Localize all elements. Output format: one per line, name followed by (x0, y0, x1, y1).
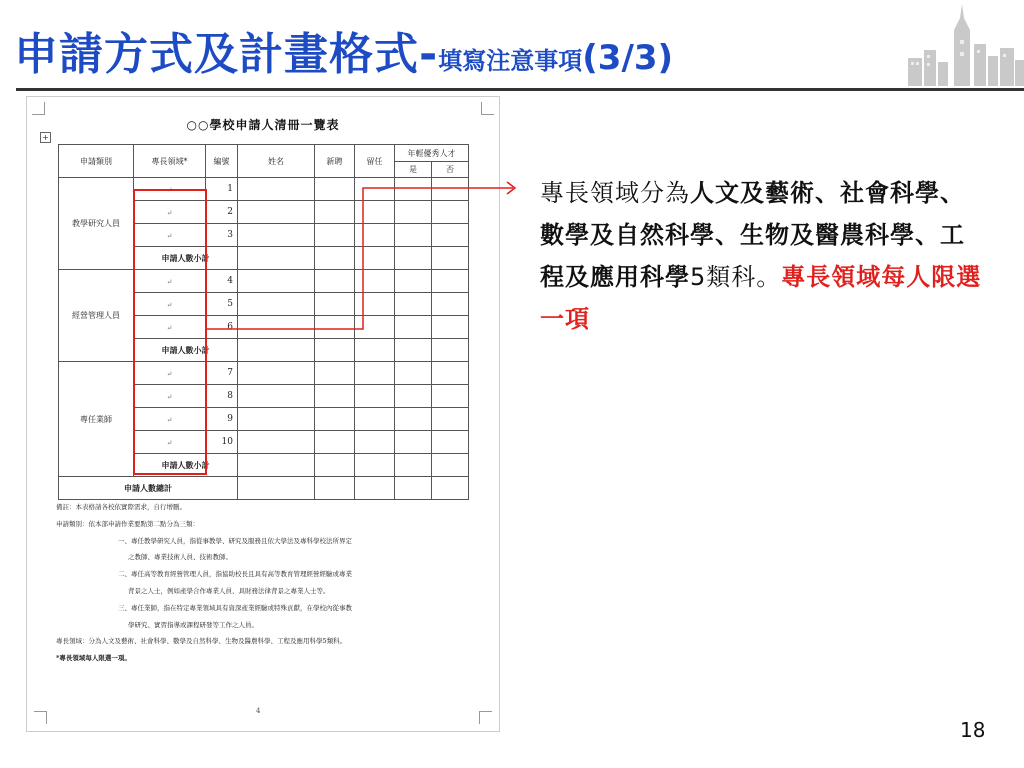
row-number: 4 (206, 270, 238, 293)
explanation-suffix: 類科。 (706, 263, 782, 291)
table-header-row (59, 145, 469, 162)
row-number: 8 (206, 385, 238, 408)
header-category: 申請類別 (59, 145, 134, 178)
header-yes: 是 (395, 162, 432, 178)
document-notes (56, 499, 486, 667)
table-row: 經營管理人員 ↵ 4 (59, 270, 469, 293)
row-number: 7 (206, 362, 238, 385)
row-number: 3 (206, 224, 238, 247)
note-line: 申請類別：依本部申請作業要點第二點分為三類： (56, 519, 199, 528)
group-label: 經營管理人員 (59, 270, 134, 362)
table-row: 教學研究人員 ↵ 1 (59, 178, 469, 201)
explanation-text (540, 172, 986, 340)
row-number: 1 (206, 178, 238, 201)
note-line: 備註：本表格請各校依實際需求，自行增刪。 (56, 503, 186, 511)
crop-mark-bottom-left (34, 711, 47, 724)
crop-mark-bottom-right (479, 711, 492, 724)
note-line: 二、專任高等教育經營管理人員，指協助校長且具有高等教育管理經營經驗或專業 (118, 570, 352, 579)
subtotal-label: 申請人數小計 (134, 339, 238, 362)
total-label: 申請人數總計 (59, 477, 238, 500)
title-sub: 填寫注意事項 (438, 47, 583, 75)
arrow-right-icon (507, 182, 515, 194)
crop-mark-top-left (32, 102, 45, 115)
group-label: 專任業師 (59, 362, 134, 477)
row-number: 2 (206, 201, 238, 224)
title-dash: - (419, 29, 439, 80)
group-label: 教學研究人員 (59, 178, 134, 270)
row-number: 6 (206, 316, 238, 339)
subtotal-label: 申請人數小計 (134, 454, 238, 477)
table-row: ↵ 9 (59, 408, 469, 431)
note-line: 之教師、專業技術人員、技術教師。 (128, 553, 232, 562)
note-line: 專長領域：分為人文及藝術、社會科學、數學及自然科學、生物及醫農科學、工程及應用科學5類科。 (56, 637, 347, 646)
explanation-warning: 專長領域每人限選一項 (540, 263, 982, 333)
header-new-hire: 新聘 (315, 145, 355, 178)
row-number: 5 (206, 293, 238, 316)
row-number: 9 (206, 408, 238, 431)
table-row: ↵ 10 (59, 431, 469, 454)
city-skyline-decoration (904, 0, 1024, 92)
title-paren: (3/3) (582, 38, 674, 78)
header-name: 姓名 (238, 145, 315, 178)
total-row (59, 477, 469, 500)
explanation-count: 5 (690, 263, 707, 291)
header-no: 否 (432, 162, 469, 178)
specialty-column-highlight (133, 189, 207, 475)
note-line: 三、專任業師，指在特定專業領域具有資深產業經驗或特殊貢獻，在學校內從事教 (118, 603, 352, 612)
applicant-roster-table (58, 144, 469, 500)
header-young-talent: 年輕優秀人才 (395, 145, 469, 162)
table-row: ↵ 5 (59, 293, 469, 316)
header-retain: 留任 (355, 145, 395, 178)
row-number: 10 (206, 431, 238, 454)
note-line: 背景之人士，例如產學合作專業人員、具財務法律背景之專業人士等。 (128, 586, 330, 595)
table-row: 專任業師 ↵ 7 (59, 362, 469, 385)
table-row: ↵ 8 (59, 385, 469, 408)
header-number: 編號 (206, 145, 238, 178)
title-underline (16, 88, 1024, 91)
explanation-fields: 人文及藝術、社會科學、數學及自然科學、生物及醫農科學、工程及應用科學 (540, 179, 965, 291)
subtotal-label: 申請人數小計 (134, 247, 238, 270)
document-preview (26, 96, 500, 732)
note-line: 學研究、實習指導或課程研發等工作之人員。 (128, 620, 258, 629)
slide-page-number: 18 (960, 718, 986, 742)
table-row: ↵ 2 (59, 201, 469, 224)
explanation-prefix: 專長領域分為 (540, 179, 690, 207)
table-row: ↵ 6 (59, 316, 469, 339)
note-line: *專長領域每人限選一項。 (56, 654, 131, 663)
table-row: ↵ 3 (59, 224, 469, 247)
crop-mark-top-right (481, 102, 494, 115)
title-main: 申請方式及計畫格式 (14, 29, 419, 80)
slide-title (14, 18, 673, 82)
note-line: 一、專任教學研究人員，指從事教學、研究及服務且依大學法及專科學校法所界定 (118, 536, 352, 545)
header-specialty: 專長領域* (134, 145, 206, 178)
document-title: ○○學校申請人清冊一覽表 (186, 118, 340, 132)
table-move-handle-icon[interactable]: + (40, 132, 51, 143)
document-page-number: 4 (256, 707, 261, 715)
